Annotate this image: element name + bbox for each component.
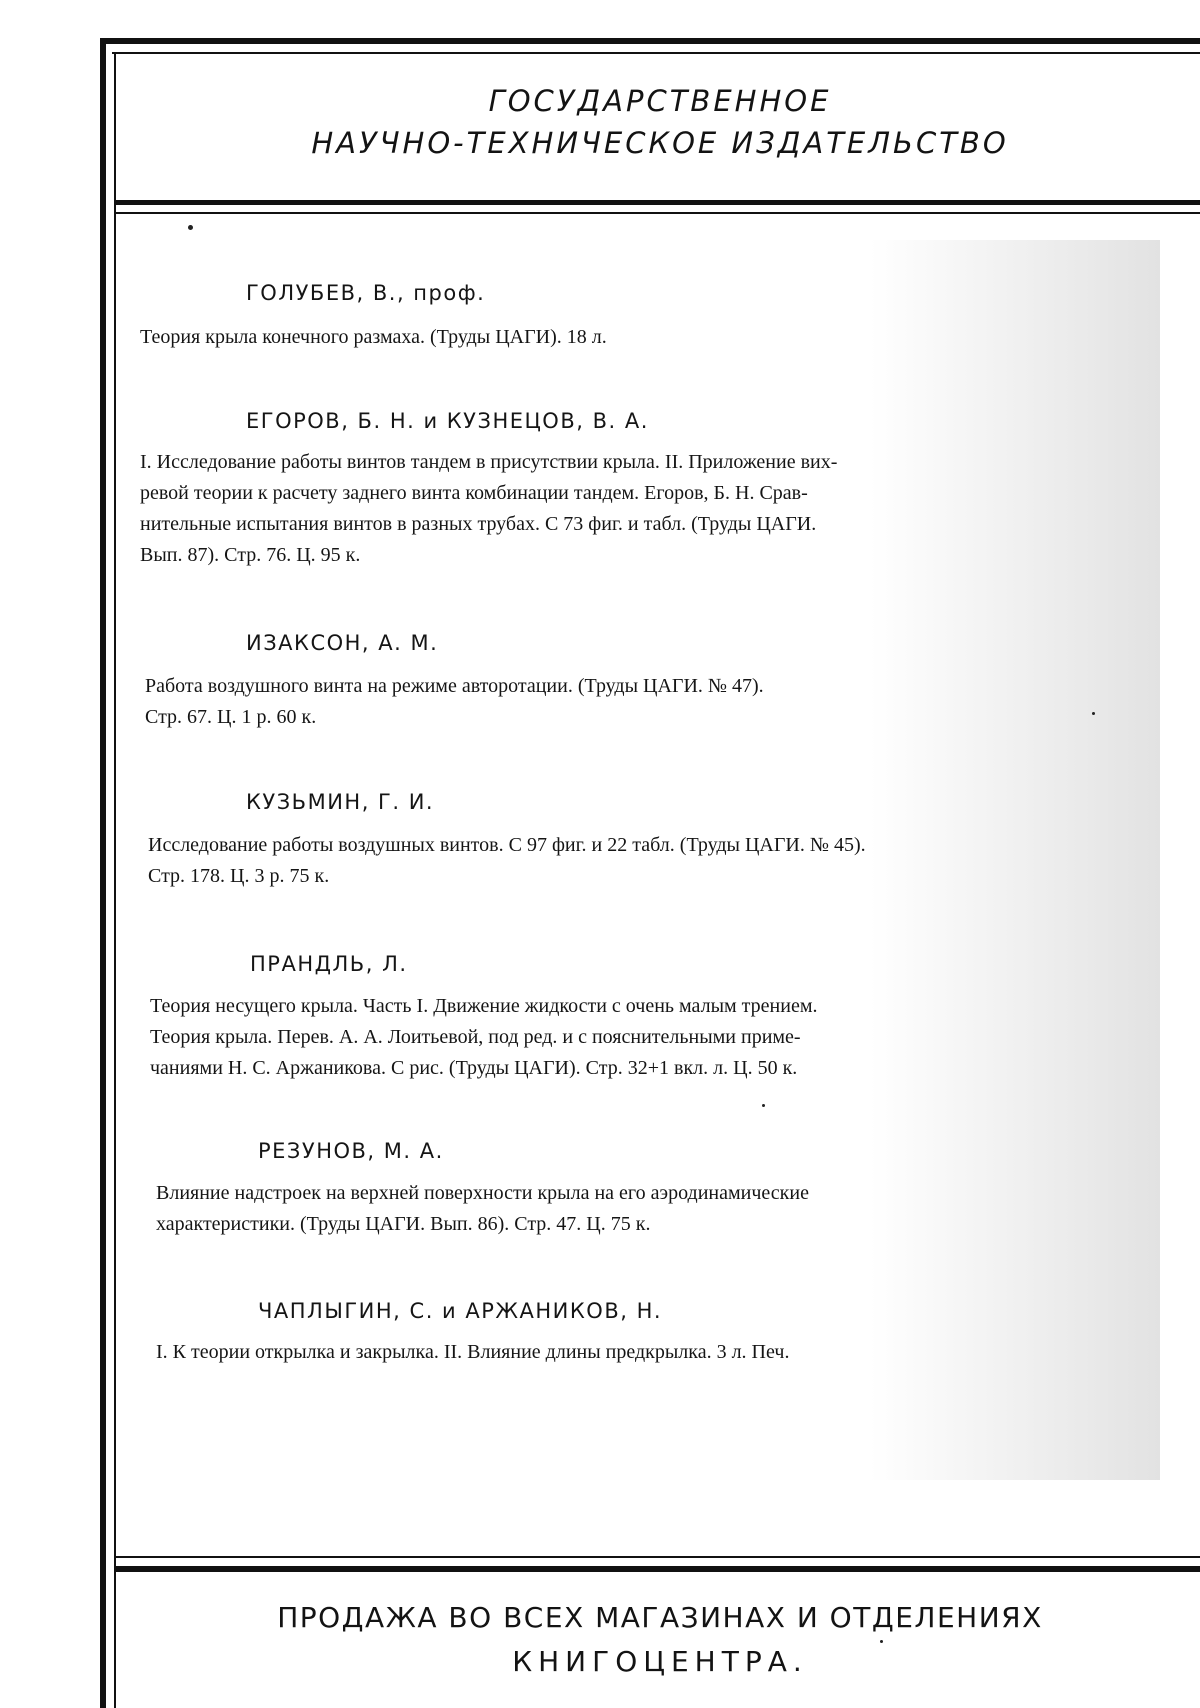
entry-author: ЕГОРОВ, Б. Н. и КУЗНЕЦОВ, В. А. <box>246 409 649 433</box>
publisher-line-2: НАУЧНО-ТЕХНИЧЕСКОЕ ИЗДАТЕЛЬСТВО <box>311 126 1009 160</box>
header-divider <box>114 200 1200 205</box>
entry-line: I. К теории открылка и закрылка. II. Влияние длины предкрылка. 3 л. Печ. <box>156 1341 790 1363</box>
entry-description <box>156 1178 1060 1240</box>
print-speck <box>1092 712 1095 715</box>
frame-top-inner-rule <box>112 52 1200 54</box>
entry-description <box>150 991 1060 1084</box>
sales-note-line-1: ПРОДАЖА ВО ВСЕХ МАГАЗИНАХ И ОТДЕЛЕНИЯХ <box>277 1601 1043 1634</box>
entry-line: Стр. 178. Ц. 3 р. 75 к. <box>148 865 330 887</box>
entry-author: РЕЗУНОВ, М. А. <box>258 1139 444 1163</box>
entry-description <box>148 830 1060 892</box>
entry-description <box>140 322 1060 353</box>
frame-top-rule <box>100 38 1200 44</box>
entry-description <box>156 1337 1060 1368</box>
entry-line: ревой теории к расчету заднего винта комбинации тандем. Егоров, Б. Н. Срав- <box>140 482 808 504</box>
entry-description <box>140 447 1060 571</box>
frame-left-rule <box>100 38 106 1708</box>
publisher-line-1: ГОСУДАРСТВЕННОЕ <box>488 84 832 118</box>
entry-line: Теория крыла конечного размаха. (Труды ЦАГИ). 18 л. <box>140 326 607 348</box>
entry-line: Теория крыла. Перев. А. А. Лоитьевой, под ред. и с пояснительными приме- <box>150 1026 801 1048</box>
entry-line: Работа воздушного винта на режиме авторотации. (Труды ЦАГИ. № 47). <box>145 675 764 697</box>
entry-line: Влияние надстроек на верхней поверхности крыла на его аэродинамические <box>156 1182 809 1204</box>
entry-line: I. Исследование работы винтов тандем в присутствии крыла. II. Приложение вих- <box>140 451 838 473</box>
entry-line: Исследование работы воздушных винтов. С 97 фиг. и 22 табл. (Труды ЦАГИ. № 45). <box>148 834 866 856</box>
entry-author: ГОЛУБЕВ, В., проф. <box>246 281 486 305</box>
entry-line: чаниями Н. С. Аржаникова. С рис. (Труды ЦАГИ). Стр. 32+1 вкл. л. Ц. 50 к. <box>150 1057 798 1079</box>
footer-divider-thin <box>114 1556 1200 1558</box>
publisher-heading <box>120 80 1200 164</box>
print-speck <box>880 1640 883 1643</box>
entry-author: ПРАНДЛЬ, Л. <box>250 952 408 976</box>
frame-left-inner-rule <box>114 52 116 1708</box>
entry-author: КУЗЬМИН, Г. И. <box>246 790 435 814</box>
entry-line: характеристики. (Труды ЦАГИ. Вып. 86). Стр. 47. Ц. 75 к. <box>156 1213 651 1235</box>
entry-author: ЧАПЛЫГИН, С. и АРЖАНИКОВ, Н. <box>258 1299 663 1323</box>
sales-note-line-2: КНИГОЦЕНТРА. <box>512 1645 808 1678</box>
entry-description <box>145 671 1060 733</box>
footer-divider <box>114 1566 1200 1572</box>
entry-line: Стр. 67. Ц. 1 р. 60 к. <box>145 706 317 728</box>
print-speck <box>188 225 193 230</box>
print-speck <box>762 1104 765 1107</box>
header-divider-thin <box>114 212 1200 214</box>
entry-author: ИЗАКСОН, А. М. <box>246 631 439 655</box>
entry-line: нительные испытания винтов в разных трубах. С 73 фиг. и табл. (Труды ЦАГИ. <box>140 513 817 535</box>
sales-note <box>120 1596 1200 1684</box>
entry-line: Теория несущего крыла. Часть I. Движение жидкости с очень малым трением. <box>150 995 818 1017</box>
entry-line: Вып. 87). Стр. 76. Ц. 95 к. <box>140 544 361 566</box>
